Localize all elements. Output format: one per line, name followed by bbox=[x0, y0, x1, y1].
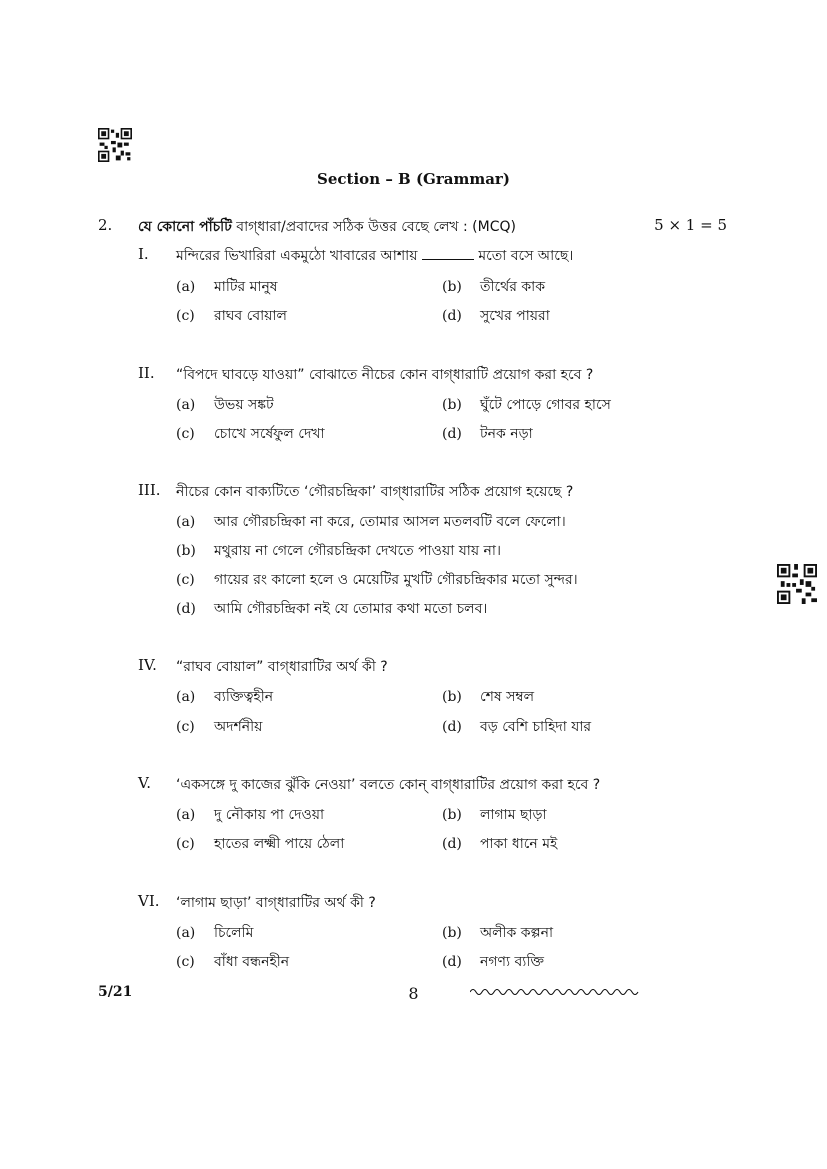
option bbox=[442, 275, 545, 299]
option-label: (d) bbox=[442, 719, 462, 735]
option-text: ঘুঁটে পোড়ে গোবর হাসে bbox=[480, 397, 611, 413]
wavy-line-icon bbox=[470, 986, 642, 998]
subquestion-roman: VI. bbox=[138, 892, 160, 910]
subquestion-stem: “রাঘব বোয়াল” বাগ্‌ধারাটির অর্থ কী ? bbox=[176, 659, 388, 675]
option-label: (c) bbox=[176, 308, 195, 324]
option-label: (c) bbox=[176, 572, 195, 588]
question-marks: 5 × 1 = 5 bbox=[654, 216, 727, 234]
option-label: (c) bbox=[176, 426, 195, 442]
option-label: (a) bbox=[176, 514, 196, 530]
option-text: দু নৌকায় পা দেওয়া bbox=[214, 807, 325, 823]
option-text: চিলেমি bbox=[214, 925, 254, 941]
option-text: বড় বেশি চাহিদা যার bbox=[480, 719, 592, 735]
option-text: হাতের লক্ষ্মী পায়ে ঠেলা bbox=[214, 836, 345, 852]
subquestion-stem bbox=[176, 244, 573, 268]
option-label: (d) bbox=[442, 836, 462, 852]
option-label: (b) bbox=[442, 279, 462, 295]
instruction-bold: যে কোনো পাঁচটি bbox=[138, 219, 232, 235]
option-label: (b) bbox=[442, 925, 462, 941]
subquestion-stem: নীচের কোন বাক্যটিতে ‘গৌরচন্দ্রিকা’ বাগ্‌ধারাটির সঠিক প্রয়োগ হয়েছে ? bbox=[176, 484, 574, 500]
subquestion-roman: I. bbox=[138, 245, 149, 263]
option-text: অদর্শনীয় bbox=[214, 719, 263, 735]
option bbox=[176, 304, 287, 328]
stem-text: মন্দিরের ভিখারিরা একমুঠো খাবারের আশায় bbox=[176, 248, 422, 264]
qr-code-icon bbox=[777, 564, 817, 604]
option-label: (c) bbox=[176, 836, 195, 852]
option bbox=[176, 832, 344, 856]
option bbox=[176, 539, 501, 563]
subquestion-roman: III. bbox=[138, 481, 161, 499]
instruction-rest: বাগ্‌ধারা/প্রবাদের সঠিক উত্তর বেছে লেখ : (MCQ) bbox=[231, 219, 516, 235]
option-label: (c) bbox=[176, 954, 195, 970]
option-label: (b) bbox=[442, 807, 462, 823]
subquestion-roman: V. bbox=[138, 774, 151, 792]
subquestion-stem: ‘একসঙ্গে দু কাজের ঝুঁকি নেওয়া’ বলতে কোন্‌ বাগ্‌ধারাটির প্রয়োগ করা হবে ? bbox=[176, 777, 601, 793]
option bbox=[176, 275, 278, 299]
option bbox=[176, 510, 566, 534]
option-label: (a) bbox=[176, 397, 196, 413]
stem-text: মতো বসে আছে। bbox=[473, 248, 574, 264]
option-text: সুখের পায়রা bbox=[480, 308, 550, 324]
answer-blank bbox=[422, 247, 474, 260]
option-label: (d) bbox=[176, 601, 196, 617]
option-text: উভয় সঙ্কট bbox=[214, 397, 274, 413]
option-label: (a) bbox=[176, 689, 196, 705]
option-label: (d) bbox=[442, 954, 462, 970]
option-label: (b) bbox=[176, 543, 196, 559]
option-label: (b) bbox=[442, 689, 462, 705]
option bbox=[176, 597, 487, 621]
option-text: মাটির মানুষ bbox=[214, 279, 278, 295]
option bbox=[176, 950, 289, 974]
option bbox=[442, 422, 533, 446]
option-label: (a) bbox=[176, 807, 196, 823]
option-text: আমি গৌরচন্দ্রিকা নই যে তোমার কথা মতো চলব। bbox=[214, 601, 488, 617]
option bbox=[176, 568, 578, 592]
option-label: (a) bbox=[176, 279, 196, 295]
option-text: নগণ্য ব্যক্তি bbox=[480, 954, 544, 970]
option-text: চোখে সর্ষেফুল দেখা bbox=[214, 426, 325, 442]
option bbox=[442, 921, 553, 945]
option-text: রাঘব বোয়াল bbox=[214, 308, 287, 324]
option bbox=[176, 422, 325, 446]
paper-code: 5/21 bbox=[98, 984, 133, 1000]
option-text: পাকা ধানে মই bbox=[480, 836, 558, 852]
option-text: অলীক কল্পনা bbox=[480, 925, 554, 941]
option-text: তীর্থের কাক bbox=[480, 279, 546, 295]
option-text: গায়ের রং কালো হলে ও মেয়েটির মুখটি গৌরচন্দ্রিকার মতো সুন্দর। bbox=[214, 572, 578, 588]
option-text: বাঁধা বন্ধনহীন bbox=[214, 954, 290, 970]
qr-code-icon bbox=[98, 128, 132, 162]
subquestion-stem: ‘লাগাম ছাড়া’ বাগ্‌ধারাটির অর্থ কী ? bbox=[176, 895, 376, 911]
option bbox=[442, 950, 544, 974]
option bbox=[176, 921, 253, 945]
option bbox=[442, 304, 550, 328]
option-label: (b) bbox=[442, 397, 462, 413]
option-text: লাগাম ছাড়া bbox=[480, 807, 547, 823]
option bbox=[442, 832, 557, 856]
option bbox=[442, 715, 591, 739]
option-label: (c) bbox=[176, 719, 195, 735]
option bbox=[176, 803, 324, 827]
option bbox=[176, 685, 273, 709]
option bbox=[442, 685, 534, 709]
option-label: (a) bbox=[176, 925, 196, 941]
option-text: আর গৌরচন্দ্রিকা না করে, তোমার আসল মতলবটি বলে ফেলো। bbox=[214, 514, 566, 530]
page-number: 8 bbox=[408, 984, 419, 1003]
option-text: মথুরায় না গেলে গৌরচন্দ্রিকা দেখতে পাওয়া যায় না। bbox=[214, 543, 501, 559]
option bbox=[176, 393, 274, 417]
subquestion-roman: II. bbox=[138, 364, 155, 382]
subquestion-roman: IV. bbox=[138, 656, 157, 674]
question-number: 2. bbox=[98, 216, 113, 234]
option bbox=[176, 715, 262, 739]
option-text: শেষ সম্বল bbox=[480, 689, 535, 705]
option-label: (d) bbox=[442, 426, 462, 442]
option-text: টনক নড়া bbox=[480, 426, 533, 442]
subquestion-stem: “বিপদে ঘাবড়ে যাওয়া” বোঝাতে নীচের কোন বাগ্‌ধারাটি প্রয়োগ করা হবে ? bbox=[176, 367, 594, 383]
option-text: ব্যক্তিত্বহীন bbox=[214, 689, 274, 705]
section-title: Section – B (Grammar) bbox=[317, 170, 510, 188]
option bbox=[442, 803, 547, 827]
question-instruction bbox=[138, 215, 516, 239]
option-label: (d) bbox=[442, 308, 462, 324]
option bbox=[442, 393, 611, 417]
